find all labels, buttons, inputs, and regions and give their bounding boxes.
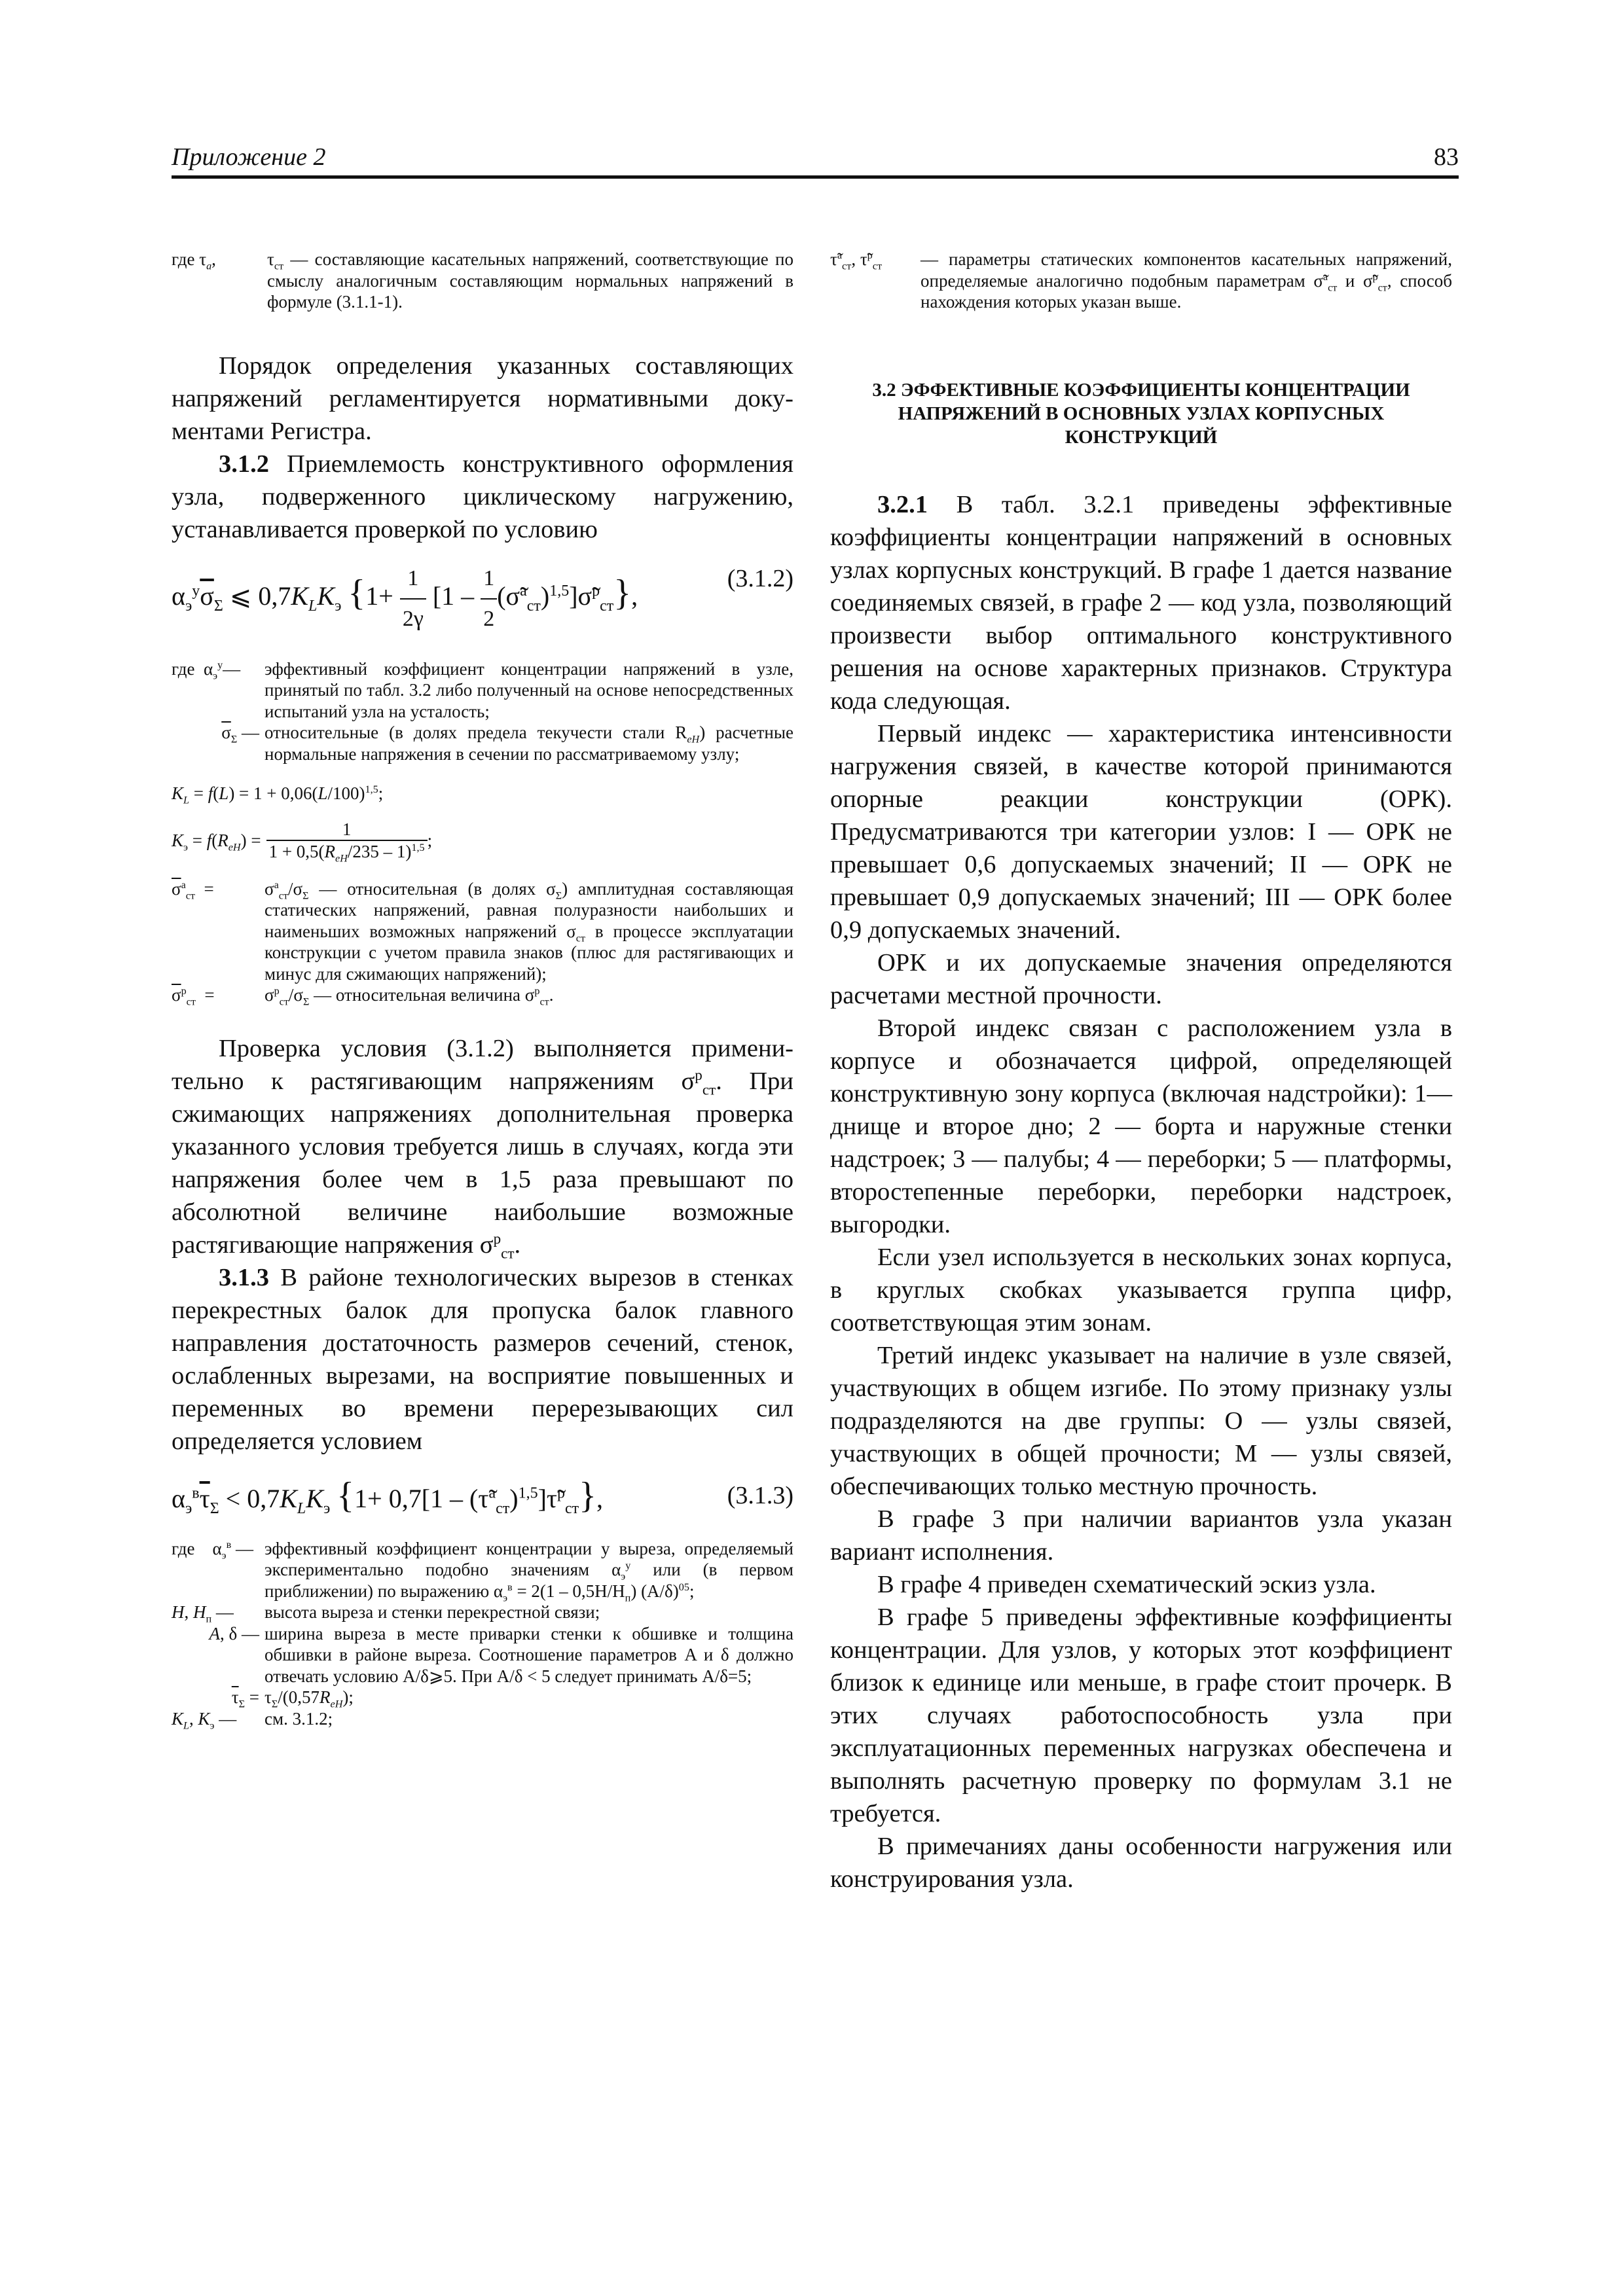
header-rule [172, 175, 1459, 179]
clause-number: 3.2.1 [877, 490, 928, 518]
where-list-1: где $\alpha_э^у—$ эффективный коэффициент концентрации напряжений в узле, принятый по табл. 3.2 либо полученный на основе непосредственных испытаний узла на усталость; $\overline{\sigma}_\Sigma$ — относительные (в долях предела текучести стали $R_{eH}$) расчетные нормальные напряжения в сечении по рассматриваемому узлу; [172, 658, 793, 764]
paragraph-first-index: Первый индекс — характеристика интенсивности нагружения связей, в качестве которой принимаются опорные реакции конструкции (ОРК). Предусматриваются три категории узлов: I — ОРК не превышает 0,6 допускаемых значений; II — ОРК не превышает 0,9 допускаемых значений; III — ОРК более 0,9 допускаемых значений. [830, 719, 1452, 944]
section-title: 3.2 ЭФФЕКТИВНЫЕ КОЭФФИЦИЕНТЫ КОНЦЕНТРАЦИИ НАПРЯЖЕНИЙ В ОСНОВНЫХ УЗЛАХ КОРПУСНЫХ КОНСТРУКЦИЙ [872, 379, 1410, 448]
paragraph-column-3: В графе 3 при наличии вариантов узла указан вариант исполнения. [830, 1505, 1452, 1566]
right-column [830, 249, 1452, 1895]
clause-number: 3.1.2 [219, 450, 269, 478]
equation-3-1-2: $\alpha_э^у\overline{\sigma}_\Sigma$ ⩽ $0,7K_LK_э$ {1+ $\frac{1}{2\gamma}$ [1 – $\frac{1}{2}$ (σ̃$^а_{ст}$)$^{1,5}$]σ̃$^р_{ст}$}, (3.1.2) [172, 559, 793, 639]
paragraph-check: Проверка условия (3.1.2) выполняется применительно к растягивающим напряжениям $\sigma^р_{ст}$. При сжимающих напряжениях дополнительная проверка указанного условия требуется лишь в случаях, когда эти напряжения более чем в 1,5 раза превышают по абсолютной величине наибольшие возможные растягивающие напряжения $\sigma^р_{ст}$. [172, 1034, 793, 1262]
def-tau-sum: $\tau_\Sigma/(0,57R_{eH})$; [264, 1687, 354, 1710]
equation-number: (3.1.2) [727, 564, 793, 592]
ke-formula: $K_э = f(R_{eH})$ = $\frac{1}{1 + 0,5(R_{eH}/235 - 1)^{1,5}}$ ; [172, 819, 433, 865]
paragraph-order: Порядок определения указанных составляющих напряжений регламентируется нормативными документами Регистра. [172, 351, 793, 445]
page-number: 83 [1434, 143, 1459, 171]
where-tau-def: $\tau_{ст}$ — составляющие касательных напряжений, соответствующие по смыслу аналогичным составляющим нормальных напряжений в формуле (3.1.1-1). [267, 249, 793, 312]
def-alpha-v: эффективный коэффициент концентрации у выреза, определяемый экспериментально подобно значениям $\alpha_э^у$ или (в первом приближении) по выражению $\alpha_э^в = 2(1 - 0,5H/H_п)$ $(A/\delta)^{05}$; [264, 1538, 793, 1604]
paragraph-column-5: В графе 5 приведены эффективные коэффициенты концентрации. Для узлов, у которых этот коэффициент близок к единице или меньше, в графе стоит прочерк. В этих случаях работоспособность узла при эксплуатационных переменных нагрузках обеспечена и выполнять расчетную проверку по формулам 3.1 не требуется. [830, 1603, 1452, 1827]
def-a-delta: ширина выреза в месте приварки стенки к обшивке и толщина обшивки в районе выреза. Соотношение параметров A и δ должно отвечать условию A/δ⩾5. При A/δ < 5 следует принимать A/δ=5; [264, 1623, 793, 1686]
where-tau-static: τ̃$^а_{ст}$, τ̃$^р_{ст}$ — параметры статических компонентов касательных напряжений, определяемые аналогично подобным параметрам σ̃$^а_{ст}$ и σ̃$^р_{ст}$, способ нахождения которых указан выше. [830, 249, 1453, 312]
def-sigma-sum: относительные (в долях предела текучести стали $R_{eH}$) расчетные нормальные напряжения в сечении по рассматриваемому узлу; [264, 723, 793, 764]
paragraph-3-2-1: 3.2.1 В табл. 3.2.1 приведены эффективные коэффициенты концентрации напряжений в основных узлах корпусных конструкций. В графе 1 дается название соединяемых связей, в графе 2 — код узла, позволяющий произвести выбор оптимального конструктивного решения на основе характерных признаков. Структура кода следующая. [830, 490, 1452, 715]
clause-number: 3.1.3 [219, 1263, 269, 1291]
running-header [172, 143, 1459, 179]
def-kl-ke: см. 3.1.2; [264, 1708, 333, 1729]
paragraph-zones: Если узел используется в нескольких зонах корпуса, в круглых скобках указывается группа цифр, соответствующая этим зонам. [830, 1243, 1452, 1336]
kl-formula: $K_L = f(L) = 1 + 0,06(L/100)^{1,5}$; [172, 783, 384, 806]
paragraph-second-index: Второй индекс связан с расположением узла в корпусе и обозначается цифрой, определяющей конструктивную зону корпуса (включая надстройки): 1—днище и второе дно; 2 — борта и наружные стенки надстроек; 3 — палубы; 4 — переборки; 5 — платформы, второстепенные переборки, переборки надстроек, выгородки. [830, 1014, 1452, 1238]
paragraph-3-1-3: 3.1.3 В районе технологических вырезов в стенках перекрестных балок для пропуска балок главного направления достаточность размеров сечений, стенок, ослабленных вырезами, на восприятие повышенных и переменных во времени перерезывающих сил определяется условием [172, 1263, 793, 1455]
paragraph-notes: В примечаниях даны особенности нагружения или конструирования узла. [830, 1832, 1452, 1893]
paragraph-column-4: В графе 4 приведен схематический эскиз узла. [877, 1570, 1376, 1598]
def-alpha: эффективный коэффициент концентрации напряжений в узле, принятый по табл. 3.2 либо полученный на основе непосредственных испытаний узла на усталость; [264, 658, 793, 721]
equation-number: (3.1.3) [727, 1481, 793, 1509]
running-header-title: Приложение 2 [172, 143, 326, 171]
where-list-2: где $\alpha_э^в$ — эффективный коэффициент концентрации у выреза, определяемый экспериментально подобно значениям $\alpha_э^у$ или (в первом приближении) по выражению $\alpha_э^в = 2(1 - 0,5H/H_п)$ $(A/\delta)^{05}$; H, $H_п$ — высота выреза и стенки перекрестной связи; A, δ — ширина выреза в месте приварки стенки к обшивке и толщина обшивки в районе выреза. Соотношение параметров A и δ должно отвечать условию A/δ⩾5. При A/δ < 5 следует принимать A/δ=5; $\overline{\tau}_\Sigma$ = $\tau_\Sigma/(0,57R_{eH})$; $K_L$, $K_э$ — см. 3.1.2; [172, 1538, 793, 1731]
where-list-sigma: $\overline{\sigma}^а_{ст}$ = $\sigma^а_{ст}/\sigma_\Sigma$ — относительная (в долях $\sigma_\Sigma$) амплитудная составляющая статических напряжений, равная полуразности наибольших и наименьших возможных напряжений $\sigma_{ст}$ в процессе эксплуатации конструкции с учетом правила знаков (плюс для растягивающих и минус для сжимающих напряжений); $\overline{\sigma}^р_{ст}$ = $\sigma^р_{ст}/\sigma_\Sigma$ — относительная величина $\sigma^р_{ст}$. [172, 878, 793, 1008]
def-sigma-a: $\sigma^а_{ст}/\sigma_\Sigma$ — относительная (в долях $\sigma_\Sigma$) амплитудная составляющая статических напряжений, равная полуразности наибольших и наименьших возможных напряжений $\sigma_{ст}$ в процессе эксплуатации конструкции с учетом правила знаков (плюс для растягивающих и минус для сжимающих напряжений); [264, 878, 793, 984]
def-tau-static: — параметры статических компонентов касательных напряжений, определяемые аналогично подобным параметрам σ̃$^а_{ст}$ и σ̃$^р_{ст}$, способ нахождения которых указан выше. [921, 249, 1453, 312]
left-column [172, 249, 793, 1729]
def-sigma-p: $\sigma^р_{ст}/\sigma_\Sigma$ — относительная величина $\sigma^р_{ст}$. [264, 985, 554, 1008]
paragraph-ork: ОРК и их допускаемые значения определяются расчетами местной прочности. [830, 948, 1452, 1009]
where-tau: где $\tau_a$, $\tau_{ст}$ — составляющие касательных напряжений, соответствующие по смыслу аналогичным составляющим нормальных напряжений в формуле (3.1.1-1). [172, 249, 793, 312]
equation-3-1-3: $\alpha_э^в\overline{\tau}_\Sigma < 0,7K_LK_э$ {1+ 0,7[1 – (τ̃$^а_{ст}$)$^{1,5}$]τ̃$^р_{ст}$}, (3.1.3) [172, 1475, 793, 1517]
def-h: высота выреза и стенки перекрестной связи; [264, 1602, 600, 1622]
paragraph-3-1-2: 3.1.2 Приемлемость конструктивного оформления узла, подверженного циклическому нагружению, устанавливается проверкой по условию [172, 450, 793, 543]
paragraph-third-index: Третий индекс указывает на наличие в узле связей, участвующих в общем изгибе. По этому признаку узлы подразделяются на две группы: О — узлы связей, участвующих в общей прочности; М — узлы связей, обеспечивающих только местную прочность. [830, 1341, 1452, 1500]
